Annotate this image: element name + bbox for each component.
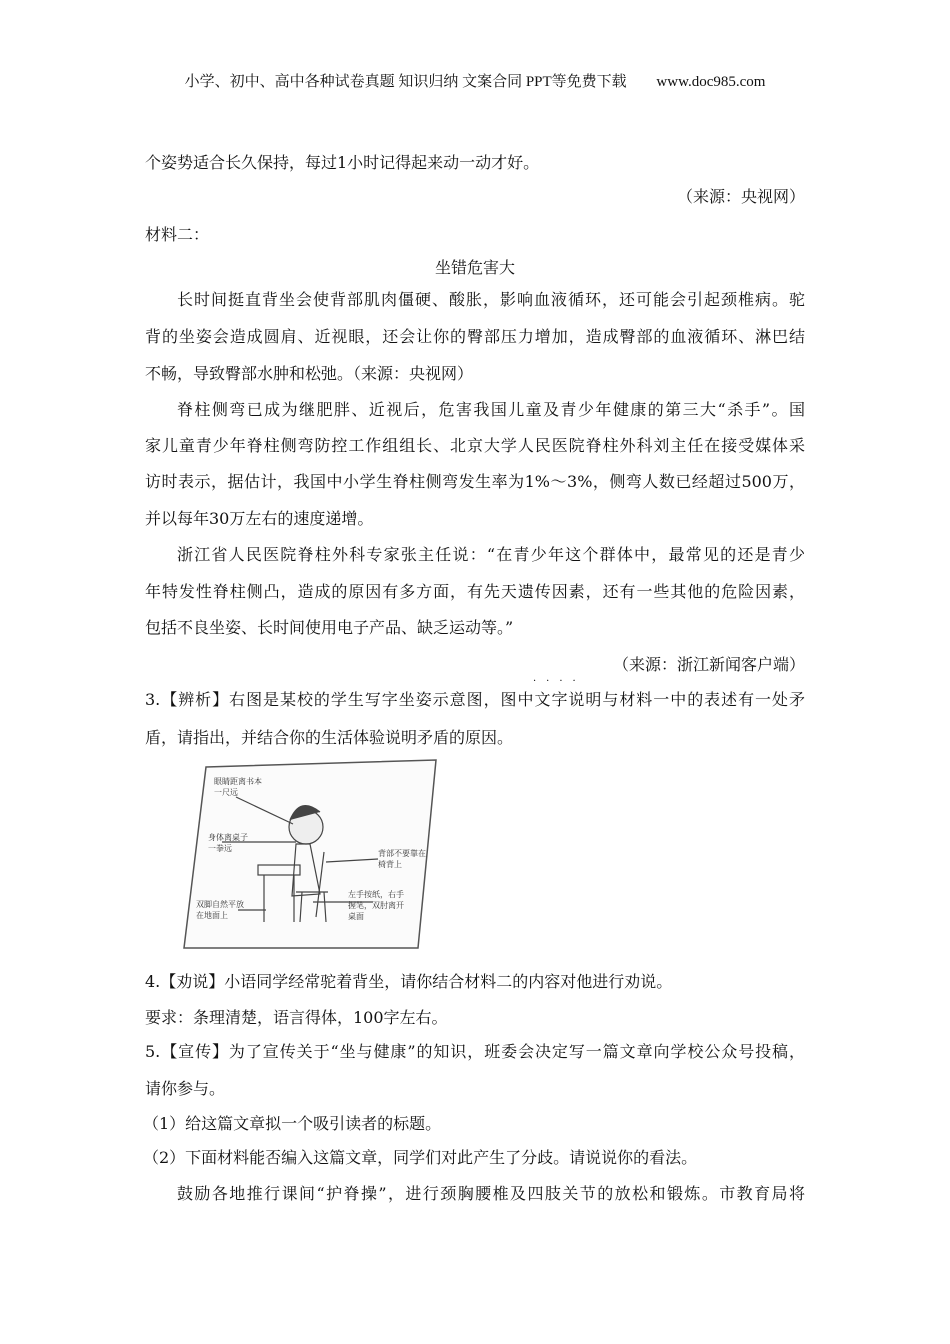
figure-label: 身体离桌子 (208, 833, 248, 842)
header-text: 小学、初中、高中各种试卷真题 知识归纳 文案合同 PPT等免费下载 (184, 74, 627, 90)
text-line: 不畅，导致臀部水肿和松弛。（来源：央视网） (145, 364, 474, 383)
figure-label: 桌面 (348, 912, 364, 921)
question-5-sub1: （1）给这篇文章拟一个吸引读者的标题。 (143, 1114, 442, 1133)
text-line: 背的坐姿会造成圆肩、近视眼，还会让你的臀部压力增加，造成臀部的血液循环、淋巴结 (145, 327, 805, 346)
emphasis-dots: ···· (533, 676, 586, 687)
figure-label: 一拳远 (208, 844, 232, 853)
figure-label: 左手按纸，右手 (348, 890, 404, 899)
material-label: 材料二： (145, 225, 210, 244)
figure-label: 在地面上 (196, 911, 228, 920)
question-5-material: 鼓励各地推行课间“护脊操”，进行颈胸腰椎及四肢关节的放松和锻炼。市教育局将 (177, 1184, 805, 1203)
figure-label: 双脚自然平放 (196, 900, 244, 909)
text-line: 长时间挺直背坐会使背部肌肉僵硬、酸胀，影响血液循环，还可能会引起颈椎病。驼 (177, 290, 805, 309)
text-line: 包括不良坐姿、长时间使用电子产品、缺乏运动等。” (145, 618, 514, 637)
figure-label: 一尺远 (214, 788, 238, 797)
header-site-link[interactable]: www.doc985.com (656, 74, 766, 90)
figure-label: 背部不要靠在 (378, 849, 426, 858)
question-3-cont: 盾，请指出，并结合你的生活体验说明矛盾的原因。 (145, 728, 514, 747)
figure-label: 眼睛距离书本 (214, 777, 262, 786)
text-line: 家儿童青少年脊柱侧弯防控工作组组长、北京大学人民医院脊柱外科刘主任在接受媒体采 (145, 436, 805, 455)
page-header (0, 70, 950, 91)
sitting-posture-figure (178, 752, 440, 957)
question-5-cont: 请你参与。 (145, 1079, 226, 1098)
source-note: （来源：央视网） (676, 187, 805, 206)
text-line: 脊柱侧弯已成为继肥胖、近视后，危害我国儿童及青少年健康的第三大“杀手”。国 (177, 400, 805, 419)
question-4: 4.【劝说】小语同学经常驼着背坐，请你结合材料二的内容对他进行劝说。 (145, 972, 673, 991)
text-line: 年特发性脊柱侧凸，造成的原因有多方面，有先天遗传因素，还有一些其他的危险因素， (145, 582, 805, 601)
material-title: 坐错危害大 (434, 258, 515, 277)
question-4-requirement: 要求：条理清楚，语言得体，100字左右。 (145, 1008, 448, 1027)
text-line: 浙江省人民医院脊柱外科专家张主任说：“在青少年这个群体中，最常见的还是青少 (177, 545, 805, 564)
source-note: （来源：浙江新闻客户端） (612, 655, 805, 674)
question-5: 5.【宣传】为了宣传关于“坐与健康”的知识，班委会决定写一篇文章向学校公众号投稿， (145, 1042, 805, 1061)
figure-label: 椅背上 (378, 860, 402, 869)
question-5-sub2: （2）下面材料能否编入这篇文章，同学们对此产生了分歧。请说说你的看法。 (143, 1148, 698, 1167)
text-line: 访时表示，据估计，我国中小学生脊柱侧弯发生率为1%～3%，侧弯人数已经超过500万， (145, 472, 805, 491)
question-3: 3.【辨析】右图是某校的学生写字坐姿示意图，图中文字说明与材料一中的表述有一处矛 (145, 690, 805, 709)
figure-label: 握笔，双肘离开 (348, 901, 404, 910)
text-line: 个姿势适合长久保持，每过1小时记得起来动一动才好。 (145, 153, 540, 172)
text-line: 并以每年30万左右的速度递增。 (145, 509, 374, 528)
